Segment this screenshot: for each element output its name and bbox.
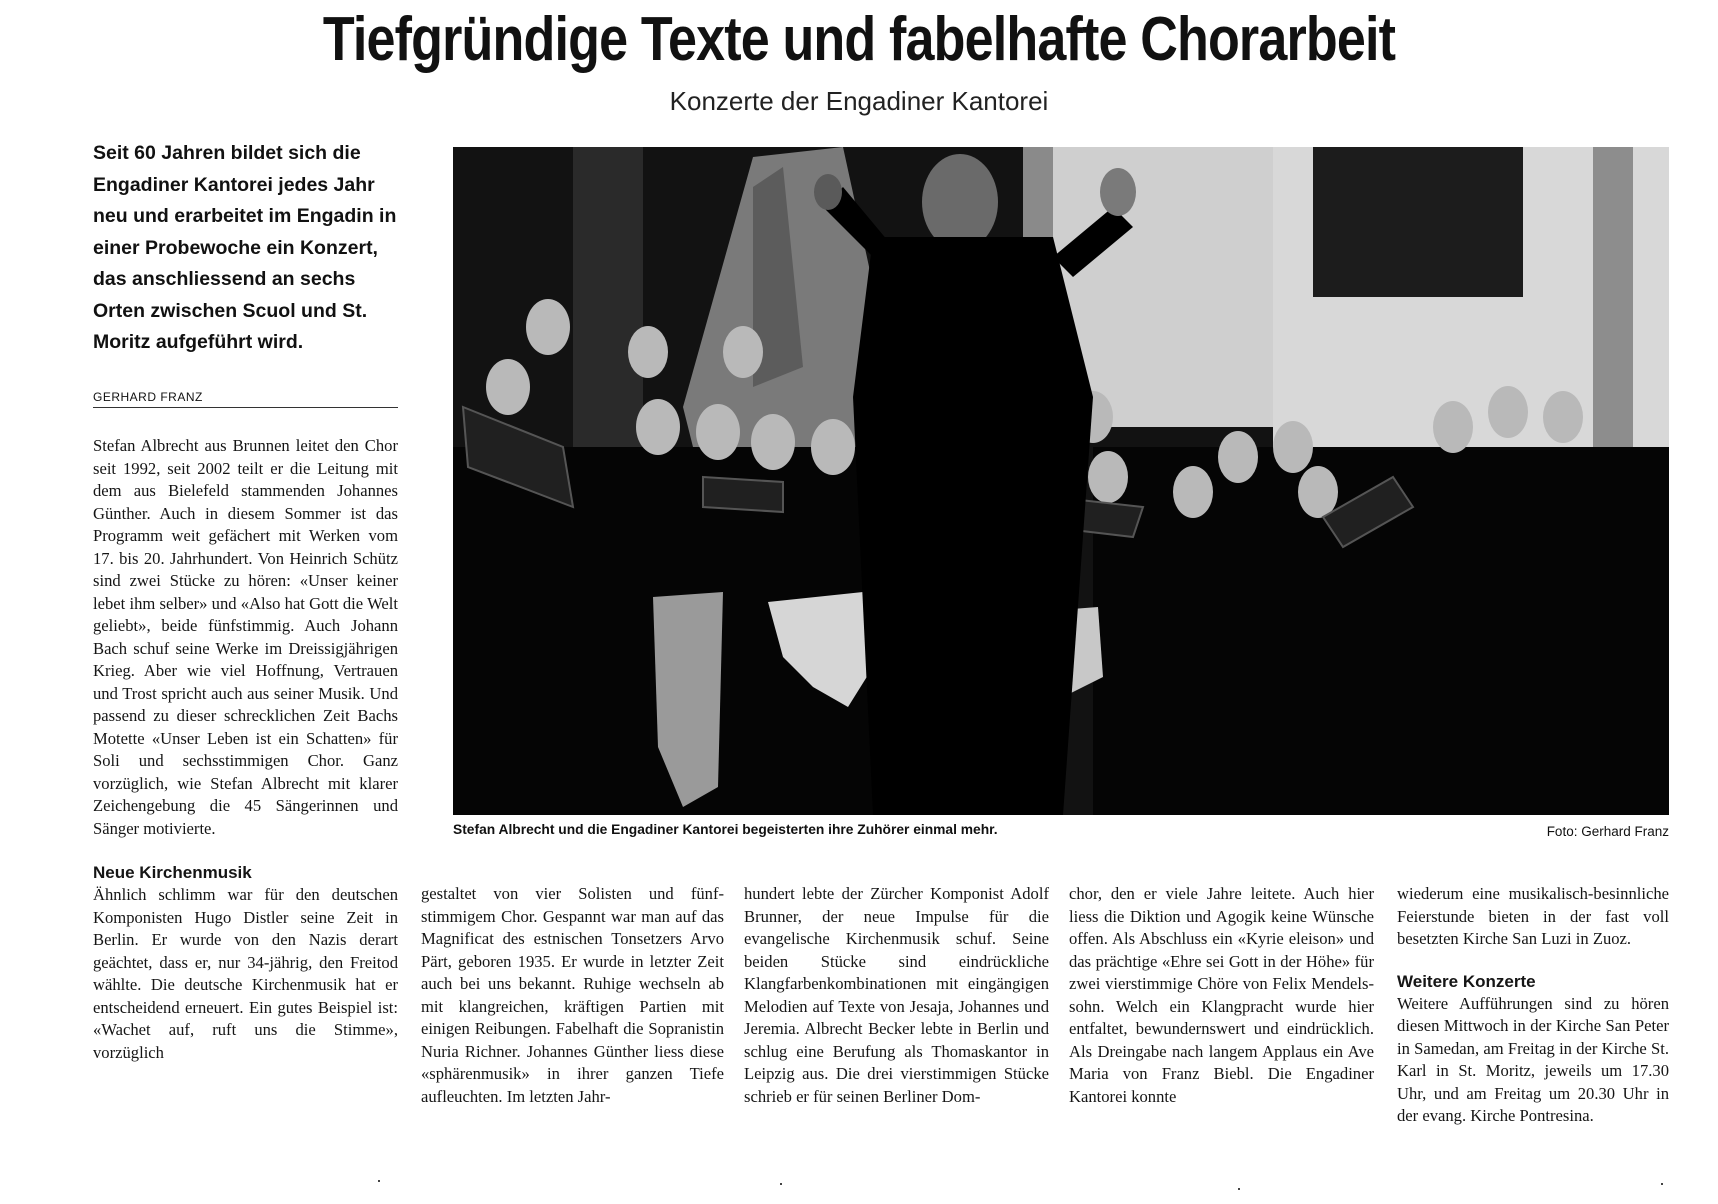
article-column-1 xyxy=(93,435,398,1064)
scan-speck xyxy=(1661,1183,1663,1185)
article-column-3 xyxy=(744,883,1049,1108)
article-column-2 xyxy=(421,883,724,1108)
section-heading: Weitere Konzerte xyxy=(1397,971,1536,991)
paragraph: hundert lebte der Zürcher Komponist Adolf Brunner, der neue Impulse für die evangelische Kirchenmusik schuf. Seine beiden Stücke sind eindrückliche Klangfarbenkombinationen mit eingängigen Melodien auf Texte von Jesaja, Johannes und Jeremia. Albrecht Becker lebte in Berlin und schlug eine Berufung als Thomaskantor in Leipzig aus. Die drei vierstimmigen Stücke schrieb er für seinen Berliner Dom- xyxy=(744,884,1049,1106)
lead-paragraph: Seit 60 Jahren bildet sich die Engadiner Kantorei jedes Jahr neu und erarbeitet im Engadin in einer Probewoche ein Konzert, das anschliessend an sechs Orten zwischen Scuol und St. Moritz aufgeführt wird. xyxy=(93,142,397,353)
scan-speck xyxy=(1238,1188,1240,1190)
paragraph: Ähnlich schlimm war für den deutschen Komponisten Hugo Distler seine Zeit in Berlin. Er wurde von den Nazis derart geächtet, dass er, nur 34-jährig, den Freitod wählte. Die deutsche Kirchenmusik hat er entscheidend erneuert. Ein gutes Beispiel ist: «Wachet auf, ruft uns die Stimme», vorzüglich xyxy=(93,885,398,1062)
article-column-5 xyxy=(1397,883,1669,1128)
paragraph: wiederum eine musikalisch-besinnliche Feierstunde bieten in der fast voll besetzten Kirche San Luzi in Zuoz. xyxy=(1397,884,1669,948)
section-heading: Neue Kirchenmusik xyxy=(93,863,252,882)
scan-speck xyxy=(780,1183,782,1185)
article-column-4 xyxy=(1069,883,1374,1108)
paragraph: Stefan Albrecht aus Brunnen leitet den Chor seit 1992, seit 2002 teilt er die Leitung mit dem aus Bielefeld stammenden Johannes Günther. Auch in diesem Sommer ist das Programm weit gefächert mit Werken vom 17. bis 20. Jahrhundert. Von Heinrich Schütz sind zwei Stücke zu hören: «Unser keiner lebet ihm selber» und «Also hat Gott die Welt geliebt», beide fünfstimmig. Auch Johann Bach schuf seine Werke im Dreissigjährigen Krieg. Aber wie viel Hoffnung, Vertrauen und Trost spricht auch aus seiner Musik. Und passend zu dieser schrecklichen Zeit Bachs Motette «Unser Leben ist ein Schatten» für Soli und sechsstimmigen Chor. Ganz vorzüglich, wie Stefan Albrecht mit klarer Zeichengebung die 45 Sängerinnen und Sänger motivierte. xyxy=(93,436,398,838)
author-byline: GERHARD FRANZ xyxy=(93,390,398,408)
paragraph: Weitere Aufführungen sind zu hören diesen Mittwoch in der Kirche San Peter in Samedan, am Freitag in der Kirche St. Karl in St. Moritz, jeweils um 17.30 Uhr, und am Freitag um 20.30 Uhr in der evang. Kirche Pontresina. xyxy=(1397,993,1669,1125)
paragraph: gestaltet von vier Solisten und fünfstimmigem Chor. Gespannt war man auf das Magnificat des estnischen Tonsetzers Arvo Pärt, geboren 1935. Er wurde in letzter Zeit auch bei uns bekannt. Ruhige wechseln ab mit klangreichen, kräftigen Partien mit einigen Reibungen. Fabelhaft die Sopranistin Nuria Richner. Johannes Günther liess diese «sphärenmusik» in ihrer ganzen Tiefe aufleuchten. Im letzten Jahr- xyxy=(421,884,724,1106)
subheadline: Konzerte der Engadiner Kantorei xyxy=(669,86,1049,116)
photo-caption: Stefan Albrecht und die Engadiner Kantorei begeisterten ihre Zuhörer einmal mehr. xyxy=(453,822,998,837)
photo-credit: Foto: Gerhard Franz xyxy=(1546,824,1669,839)
paragraph: chor, den er viele Jahre leitete. Auch hier liess die Diktion und Agogik keine Wünsche offen. Als Abschluss ein «Kyrie eleison» und das prächtige «Ehre sei Gott in der Höhe» für zwei vierstimmige Chöre von Felix Mendelssohn. Welch ein Klangpracht wurde hier entfaltet, bewundernswert und eindrücklich. Als Dreingabe nach langem Applaus ein Ave Maria von Franz Biebl. Die Engadiner Kantorei konnte xyxy=(1069,884,1374,1106)
headline: Tiefgründige Texte und fabelhafte Chorarbeit xyxy=(322,5,1396,74)
choir-photo xyxy=(453,147,1669,815)
scan-speck xyxy=(378,1180,380,1182)
